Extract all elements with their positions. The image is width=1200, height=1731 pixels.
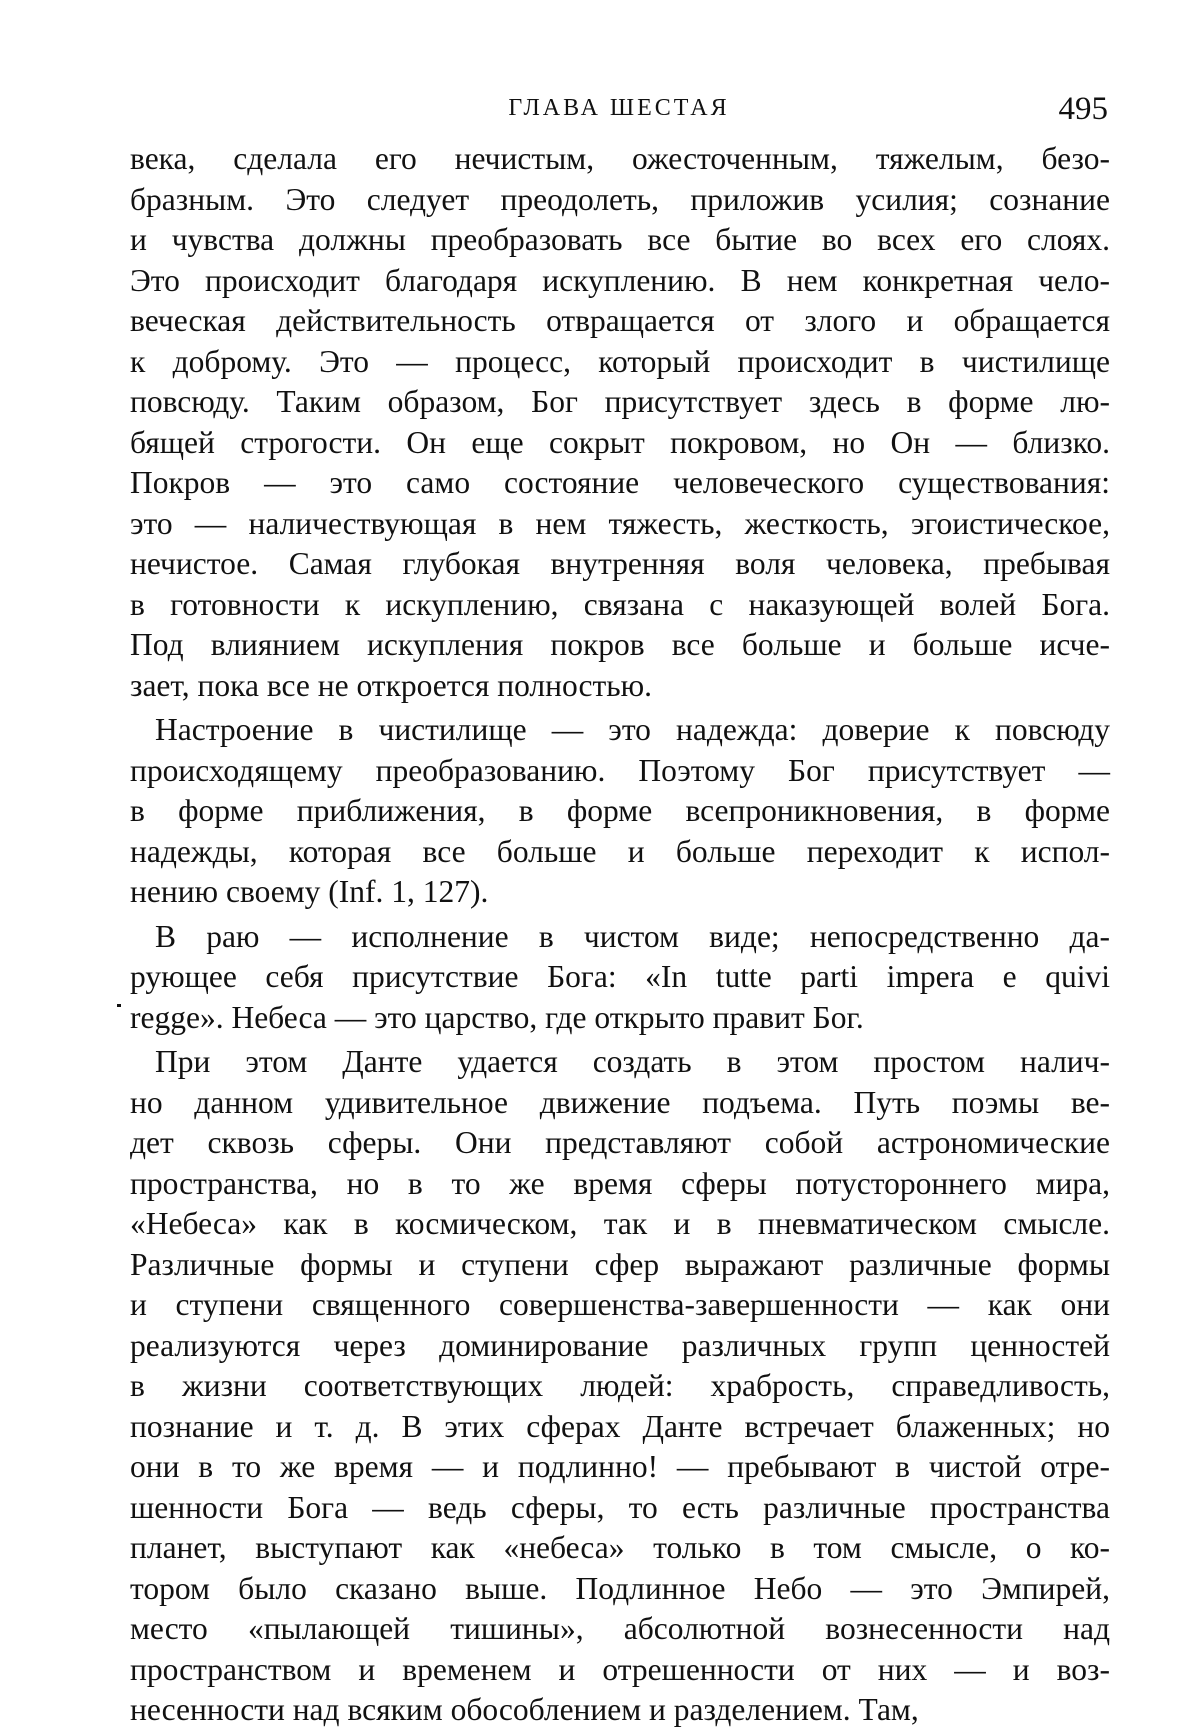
text-line: рующее себя присутствие Бога: «In tutte parti impera e quivi: [130, 959, 1110, 994]
text-line: При этом Данте удается создать в этом простом налич-: [155, 1044, 1110, 1079]
text-line: тором было сказано выше. Подлинное Небо — это Эмпирей,: [130, 1570, 1110, 1606]
paragraph: [130, 1042, 1110, 1731]
paragraph: [130, 710, 1110, 913]
text-line: в жизни соответствующих людей: храбрость, справедливость,: [130, 1368, 1110, 1403]
text-line: века, сделала его нечистым, ожесточенным, тяжелым, безо-: [130, 141, 1110, 176]
text-line: и чувства должны преобразовать все бытие во всех его слоях.: [130, 222, 1110, 257]
text-line: зает, пока все не откроется полностью.: [130, 667, 653, 703]
paragraph: [130, 139, 1110, 706]
text-line: надежды, которая все больше и больше переходит к испол-: [130, 833, 1110, 869]
text-line: это — наличествующая в нем тяжесть, жесткость, эгоистическое,: [130, 505, 1110, 541]
text-line: В раю — исполнение в чистом виде; непосредственно да-: [155, 918, 1110, 954]
text-line: Различные формы и ступени сфер выражают различные формы: [130, 1246, 1110, 1282]
text-line: Это происходит благодаря искуплению. В нем конкретная чело-: [130, 262, 1110, 298]
text-line: дет сквозь сферы. Они представляют собой астрономические: [130, 1125, 1110, 1160]
text-line: шенности Бога — ведь сферы, то есть различные пространства: [130, 1489, 1110, 1525]
text-line: они в то же время — и подлинно! — пребывают в чистой отре-: [130, 1449, 1110, 1484]
text-line: происходящему преобразованию. Поэтому Бог присутствует —: [130, 752, 1110, 788]
text-line: планет, выступают как «небеса» только в том смысле, о ко-: [130, 1530, 1110, 1565]
text-line: бящей строгости. Он еще сокрыт покровом, но Он — близко.: [130, 424, 1110, 460]
text-line: в форме приближения, в форме всепроникновения, в форме: [130, 793, 1110, 828]
body-text: [130, 139, 1110, 1731]
text-line: Под влиянием искупления покров все больше и больше исче-: [130, 627, 1110, 662]
running-header: [130, 91, 1108, 131]
text-line: веческая действительность отвращается от злого и обращается: [130, 303, 1110, 338]
text-line: познание и т. д. В этих сферах Данте встречает блаженных; но: [130, 1408, 1110, 1444]
text-line: regge». Небеса — это царство, где открыто правит Бог.: [130, 999, 864, 1035]
text-line: несенности над всяким обособлением и разделением. Там,: [130, 1692, 919, 1727]
text-line: бразным. Это следует преодолеть, приложив усилия; сознание: [130, 181, 1110, 217]
print-speck: [117, 1004, 121, 1007]
text-line: и ступени священного совершенства-завершенности — как они: [130, 1287, 1110, 1322]
text-line: нечистое. Самая глубокая внутренняя воля человека, пребывая: [130, 546, 1110, 581]
paragraph: [130, 917, 1110, 1039]
text-line: реализуются через доминирование различных групп ценностей: [130, 1327, 1110, 1363]
chapter-title: ГЛАВА ШЕСТАЯ: [508, 95, 730, 121]
text-line: пространства, но в то же время сферы потустороннего мира,: [130, 1165, 1110, 1201]
text-line: Покров — это само состояние человеческого существования:: [130, 465, 1110, 500]
text-line: повсюду. Таким образом, Бог присутствует здесь в форме лю-: [130, 384, 1110, 419]
text-line: Настроение в чистилище — это надежда: доверие к повсюду: [155, 712, 1110, 747]
text-line: «Небеса» как в космическом, так и в пневматическом смысле.: [130, 1206, 1110, 1241]
text-line: пространством и временем и отрешенности от них — и воз-: [130, 1651, 1110, 1687]
text-line: к доброму. Это — процесс, который происходит в чистилище: [130, 343, 1110, 379]
text-line: но данном удивительное движение подъема. Путь поэмы ве-: [130, 1084, 1110, 1120]
text-line: место «пылающей тишины», абсолютной вознесенности над: [130, 1611, 1110, 1646]
text-line: нению своему (Inf. 1, 127).: [130, 874, 489, 909]
page-number: 495: [1058, 91, 1108, 127]
text-line: в готовности к искуплению, связана с наказующей волей Бога.: [130, 586, 1110, 622]
